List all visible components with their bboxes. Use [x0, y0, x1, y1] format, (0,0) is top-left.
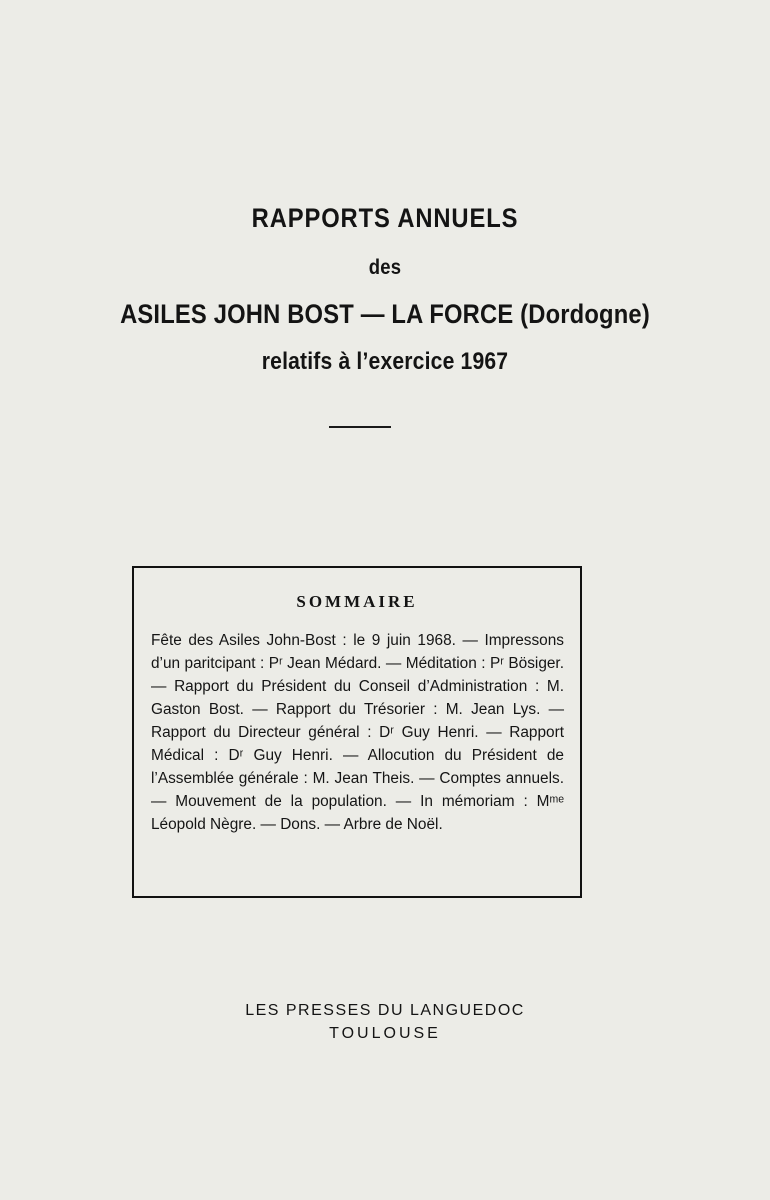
sommaire-title: SOMMAIRE — [296, 592, 418, 611]
sommaire-box — [132, 566, 582, 898]
title-line-1: RAPPORTS ANNUELS — [251, 203, 519, 233]
publisher-name: LES PRESSES DU LANGUEDOC — [245, 1002, 525, 1019]
title-line-2: des — [368, 256, 402, 279]
sommaire-text: Fête des Asiles John-Bost : le 9 juin 1968. — Impressons d’un paritcipant : Pʳ Jean Médard. — Méditation : Pʳ Bösiger. — Rapport du Président du Conseil d’Administration : M. Gaston Bost. — Rapport du Trésorier : M. Jean Lys. — Rapport du Directeur général : Dʳ Guy Henri. — Rapport Médical : Dʳ Guy Henri. — Allocution du Président de l’Assemblée générale : M. Jean Theis. — Comptes annuels. — Mouvement de la population. — In mémoriam : Mᵐᵉ Léopold Nègre. — Dons. — Arbre de Noël. — [151, 632, 564, 833]
title-line-4: relatifs à l’exercice 1967 — [261, 348, 509, 375]
title-divider — [329, 426, 391, 428]
publisher-city: TOULOUSE — [329, 1025, 441, 1042]
title-line-3: ASILES JOHN BOST — LA FORCE (Dordogne) — [120, 299, 650, 329]
